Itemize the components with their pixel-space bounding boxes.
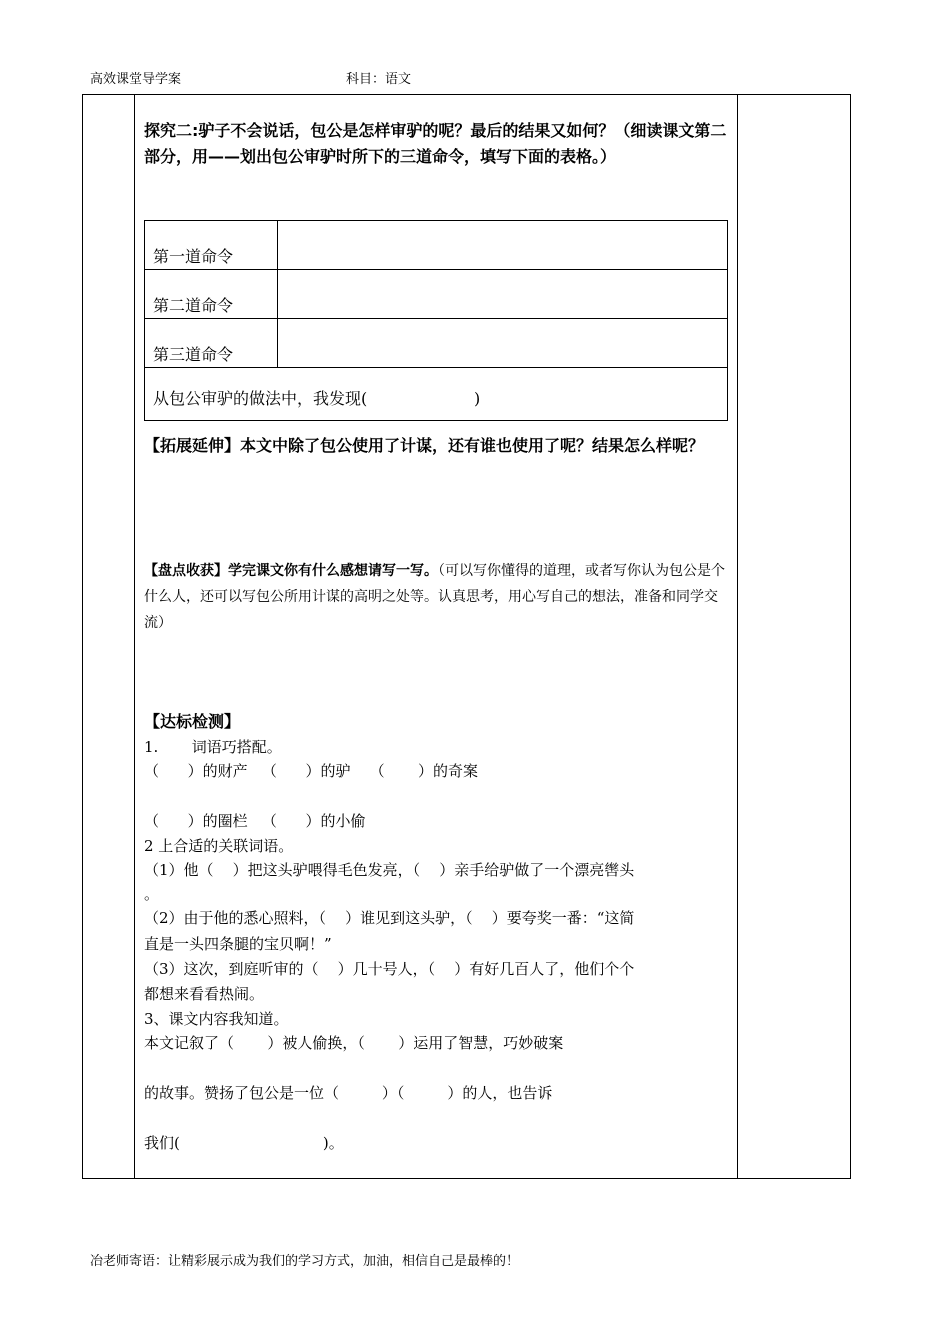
table-row (145, 368, 728, 421)
command-label: 第二道命令 (145, 270, 278, 319)
test-line: 我们( )。 (144, 1134, 344, 1152)
header-subject: 科目：语文 (346, 72, 412, 87)
answer-cell[interactable] (278, 270, 728, 319)
command-label: 第三道命令 (145, 319, 278, 368)
harvest-heading: 【盘点收获】学完课文你有什么感想请写一写。 (144, 563, 438, 579)
investigation-prompt: 探究二:驴子不会说话，包公是怎样审驴的呢？最后的结果又如何？（细读课文第二部分，用——划出包公审驴时所下的三道命令，填写下面的表格。） (144, 121, 727, 166)
answer-cell[interactable] (278, 221, 728, 270)
harvest-instructions: （可以写你懂得的道理，或者写你认为包公是个什么人，还可以写包公所用计谋的高明之处等。认真思考，用心写自己的想法，准备和同学交流） (144, 563, 725, 631)
test-line: （3）这次，到庭听审的（ ）几十号人，（ ）有好几百人了，他们个个 (144, 960, 635, 978)
test-line: （1）他（ ）把这头驴喂得毛色发亮，（ ）亲手给驴做了一个漂亮辔头 (144, 861, 635, 879)
test-line: 的故事。赞扬了包公是一位（ ）（ ）的人，也告诉 (144, 1084, 553, 1102)
command-table (144, 220, 728, 421)
test-line: 直是一头四条腿的宝贝啊！” (144, 935, 332, 953)
table-row (145, 270, 728, 319)
test-title: 【达标检测】 (144, 712, 241, 731)
right-column-divider (737, 95, 738, 1178)
test-line: （ ）的圈栏 （ ）的小偷 (144, 812, 366, 830)
test-line: 。 (144, 885, 160, 903)
test-line: 2 上合适的关联词语。 (144, 837, 294, 855)
harvest-prompt (144, 558, 730, 636)
test-line: 3、课文内容我知道。 (144, 1010, 289, 1028)
extension-prompt: 【拓展延伸】本文中除了包公使用了计谋，还有谁也使用了呢？结果怎么样呢？ (144, 436, 705, 455)
test-line: 都想来看看热闹。 (144, 985, 265, 1003)
teacher-message: 冶老师寄语：让精彩展示成为我们的学习方式，加油，相信自己是最棒的！ (90, 1254, 520, 1269)
command-label: 第一道命令 (145, 221, 278, 270)
test-line: 1. 词语巧搭配。 (144, 738, 282, 756)
test-line: 本文记叙了（ ）被人偷换，（ ）运用了智慧，巧妙破案 (144, 1034, 564, 1052)
table-row (145, 319, 728, 368)
answer-cell[interactable] (278, 319, 728, 368)
test-line: （2）由于他的悉心照料，（ ）谁见到这头驴，（ ）要夸奖一番：“这简 (144, 909, 635, 927)
table-row (145, 221, 728, 270)
test-line: （ ）的财产 （ ）的驴 （ ）的奇案 (144, 762, 478, 780)
header-title: 高效课堂导学案 (90, 72, 182, 87)
discovery-row[interactable]: 从包公审驴的做法中，我发现( ) (145, 368, 728, 421)
left-column-divider (134, 95, 135, 1178)
